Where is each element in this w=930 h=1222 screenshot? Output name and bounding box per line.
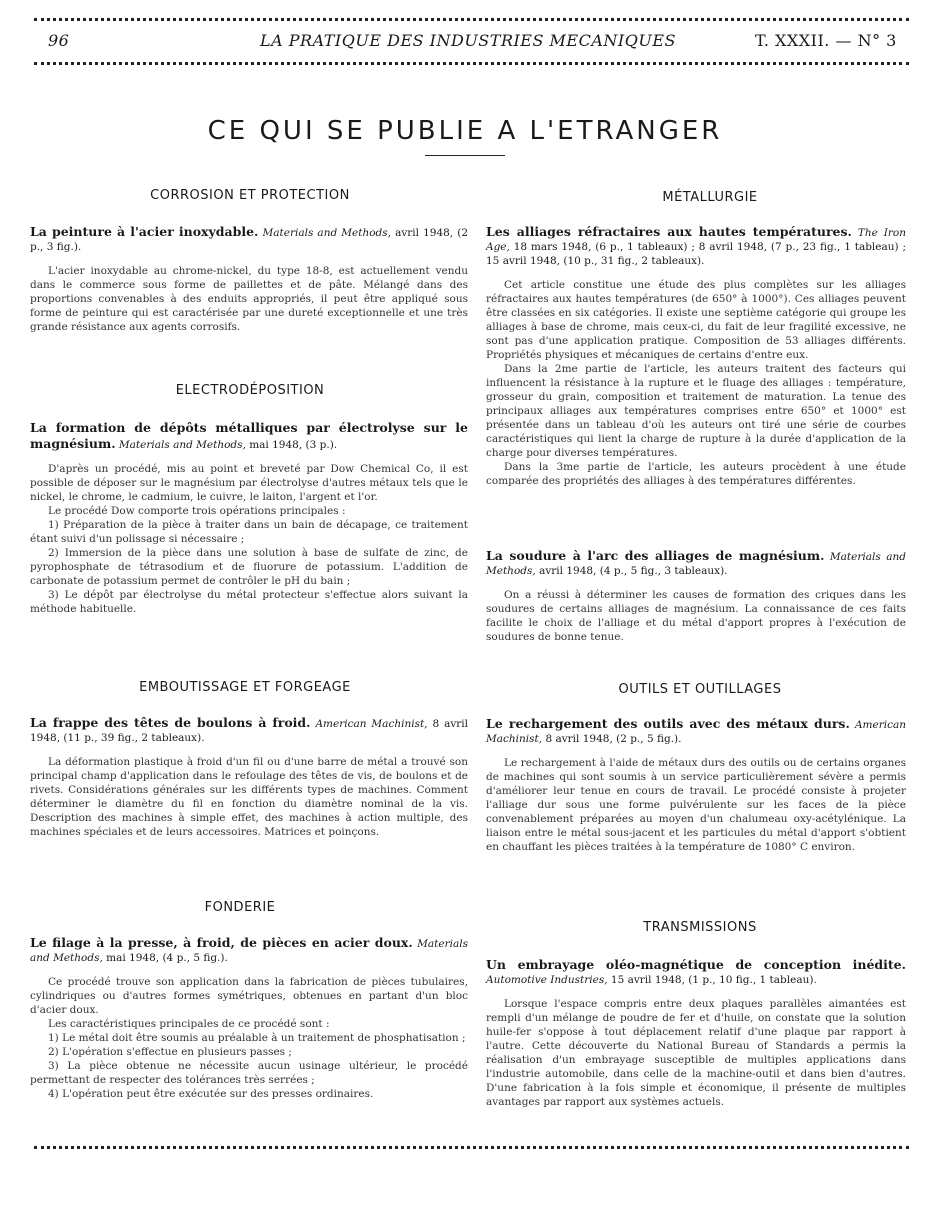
article-paragraph: On a réussi à déterminer les causes de formation des criques dans les soudures de certains alliages de magnésium. La connaissance de ces faits facilite le choix de l'alliage et du métal d'apport propres à l'exécution de soudures de bonne tenue.: [486, 589, 906, 643]
article-peinture-acier: [30, 224, 468, 334]
article-title: Le filage à la presse, à froid, de pièces en acier doux.: [30, 935, 413, 950]
article-ref: avril 1948, (2 p., 3 fig.).: [30, 227, 469, 253]
article-source: The Iron Age,: [486, 227, 906, 253]
title-underline: [425, 155, 505, 156]
article-title: Les alliages réfractaires aux hautes températures.: [486, 224, 852, 239]
article-paragraph: 1) Préparation de la pièce à traiter dans un bain de décapage, ce traitement étant suivi d'un polissage si nécessaire ;: [30, 519, 468, 545]
article-paragraph: 4) L'opération peut être exécutée sur des presses ordinaires.: [48, 1088, 374, 1100]
article-ref: 18 mars 1948, (6 p., 1 tableaux) ; 8 avril 1948, (7 p., 23 fig., 1 tableau) ; 15 avril 1948, (10 p., 31 fig., 2 tableaux).: [486, 241, 906, 267]
article-title: Le rechargement des outils avec des métaux durs.: [486, 716, 850, 731]
article-ref: mai 1948, (4 p., 5 fig.).: [106, 952, 228, 964]
footer-rule: [34, 1146, 909, 1149]
page-title: CE QUI SE PUBLIE A L'ETRANGER: [207, 116, 723, 146]
article-paragraph: Dans la 2me partie de l'article, les auteurs traitent des facteurs qui influencent la résistance à la rupture et le fluage des alliages : température, grosseur du grain, composition et traitement de maturation. La tenue des principaux alliages aux températures comprises entre 650° et 1000° est présentée dans un tableau d'où les auteurs ont tiré une série de courbes caractéristiques qui lient la charge de rupture à la durée d'application de la charge pour diverses températures.: [486, 363, 906, 459]
section-heading-outils: OUTILS ET OUTILLAGES: [618, 682, 782, 697]
article-paragraph: 3) Le dépôt par électrolyse du métal protecteur s'effectue alors suivant la méthode habituelle.: [30, 589, 468, 615]
article-ref: avril 1948, (4 p., 5 fig., 3 tableaux).: [539, 565, 728, 577]
article-paragraph: Dans la 3me partie de l'article, les auteurs procèdent à une étude comparée des propriétés des alliages à des températures différentes.: [486, 461, 906, 487]
article-title: La peinture à l'acier inoxydable.: [30, 224, 259, 239]
article-paragraph: 2) Immersion de la pièce dans une solution à base de sulfate de zinc, de pyrophosphate de tétrasodium et de fluorure de potassium. L'addition de carbonate de potassium permet de contrôler le pH du bain ;: [30, 547, 468, 587]
article-source: Automotive Industries,: [486, 974, 608, 986]
section-heading-metallurgie: MÉTALLURGIE: [662, 190, 758, 205]
article-paragraph: 1) Le métal doit être soumis au préalable à un traitement de phosphatisation ;: [48, 1032, 466, 1044]
article-soudure-magnesium: [486, 548, 906, 644]
article-paragraph: Lorsque l'espace compris entre deux plaques parallèles aimantées est rempli d'un mélange de poudre de fer et d'huile, on constate que la solution huile-fer s'oppose à tout déplacement relatif d'une plaque par rapport à l'autre. Cette découverte du National Bureau of Standards a permis la réalisation d'un embrayage susceptible de multiples applications dans l'industrie automobile, dans celle de la machine-outil et dans bien d'autres. D'une fabrication à la fois simple et économique, il présente de multiples avantages par rapport aux systèmes actuels.: [486, 998, 906, 1108]
article-source: Materials and Methods,: [486, 551, 906, 577]
article-depots-magnesium: [30, 420, 468, 616]
article-paragraph: L'acier inoxydable au chrome-nickel, du type 18-8, est actuellement vendu dans le commerce sous forme de paillettes et de pâte. Mélangé dans des proportions convenables à des enduits appropriés, il peut être appliqué sous forme de peinture qui est caractérisée par une dureté exceptionnelle et une très grande résistance aux agents corrosifs.: [30, 265, 468, 333]
article-paragraph: Ce procédé trouve son application dans la fabrication de pièces tubulaires, cylindriques ou d'autres formes symétriques, obtenues en partant d'un bloc d'acier doux.: [30, 976, 468, 1016]
article-source: American Machinist,: [315, 718, 428, 730]
article-title: La formation de dépôts métalliques par électrolyse sur le magnésium.: [30, 420, 468, 451]
article-frappe-boulons: [30, 715, 468, 839]
article-ref: 15 avril 1948, (1 p., 10 fig., 1 tableau).: [610, 974, 817, 986]
article-paragraph: 3) La pièce obtenue ne nécessite aucun usinage ultérieur, le procédé permettant de respecter des tolérances très serrées ;: [30, 1060, 468, 1086]
article-paragraph: Les caractéristiques principales de ce procédé sont :: [48, 1018, 330, 1030]
header-bottom-rule: [34, 62, 909, 65]
header-top-rule: [34, 18, 909, 21]
section-heading-emboutissage: EMBOUTISSAGE ET FORGEAGE: [139, 680, 351, 695]
article-paragraph: D'après un procédé, mis au point et breveté par Dow Chemical Co, il est possible de déposer sur le magnésium par électrolyse d'autres métaux tels que le nickel, le chrome, le cadmium, le cuivre, le laiton, l'argent et l'or.: [30, 463, 468, 503]
article-title: Un embrayage oléo-magnétique de conception inédite.: [486, 957, 906, 972]
section-heading-corrosion: CORROSION ET PROTECTION: [150, 188, 350, 203]
article-rechargement-outils: [486, 716, 906, 854]
article-source: Materials and Methods,: [262, 227, 391, 239]
article-paragraph: 2) L'opération s'effectue en plusieurs passes ;: [48, 1046, 292, 1058]
journal-title: LA PRATIQUE DES INDUSTRIES MECANIQUES: [260, 31, 676, 50]
article-title: La soudure à l'arc des alliages de magnésium.: [486, 548, 825, 563]
article-source: Materials and Methods,: [118, 439, 246, 451]
section-heading-fonderie: FONDERIE: [204, 900, 276, 915]
article-source: American Machinist,: [486, 719, 906, 745]
article-filage-presse: [30, 935, 468, 1101]
article-ref: 8 avril 1948, (11 p., 39 fig., 2 tableaux).: [30, 718, 468, 744]
article-paragraph: Le procédé Dow comporte trois opérations principales :: [48, 505, 346, 517]
article-ref: mai 1948, (3 p.).: [249, 439, 338, 451]
article-title: La frappe des têtes de boulons à froid.: [30, 715, 311, 730]
article-source: Materials and Methods,: [30, 938, 468, 964]
article-paragraph: Cet article constitue une étude des plus complètes sur les alliages réfractaires aux hautes températures (de 650° à 1000°). Ces alliages peuvent être classées en six catégories. Il existe une septième catégorie qui groupe les alliages à base de chrome, mais ceux-ci, du fait de leur fragilité excessive, ne sont pas d'une application pratique. Composition de 53 alliages différents. Propriétés physiques et mécaniques de certains d'entre eux.: [486, 279, 906, 361]
page-number: 96: [48, 31, 70, 50]
section-heading-transmissions: TRANSMISSIONS: [643, 920, 757, 935]
article-alliages-refractaires: [486, 224, 906, 488]
article-paragraph: Le rechargement à l'aide de métaux durs des outils ou de certains organes de machines qui sont soumis à un service particulièrement sévère a permis d'améliorer leur tenue en cours de travail. Le procédé consiste à projeter l'alliage dur sous une forme pulvérulente sur les faces de la pièce convenablement préparées au moyen d'un chalumeau oxy-acétylénique. La liaison entre le métal sous-jacent et les particules du métal d'apport s'obtient en chauffant les pièces traitées à la température de 1080° C environ.: [486, 757, 906, 853]
article-embrayage-oleo: [486, 957, 906, 1109]
section-heading-electrodeposition: ELECTRODÉPOSITION: [175, 383, 325, 398]
article-ref: 8 avril 1948, (2 p., 5 fig.).: [545, 733, 682, 745]
volume-issue: T. XXXII. — N° 3: [755, 31, 897, 50]
article-paragraph: La déformation plastique à froid d'un fil ou d'une barre de métal a trouvé son principal champ d'application dans le refoulage des têtes de vis, de boulons et de rivets. Considérations générales sur les différents types de machines. Comment déterminer le diamètre du fil en fonction du diamètre nominal de la vis. Description des machines à simple effet, des machines à action multiple, des machines spéciales et de leurs accessoires. Matrices et poinçons.: [30, 756, 468, 838]
